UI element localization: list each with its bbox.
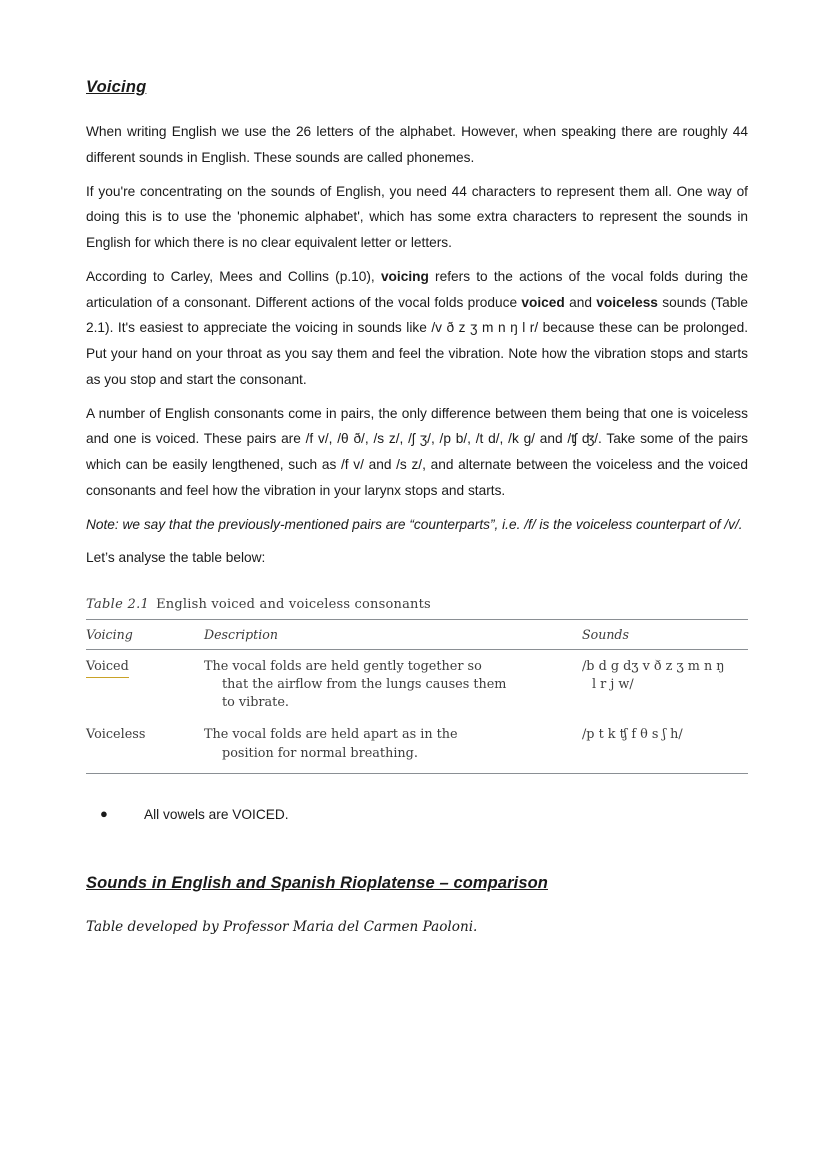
bullet-icon: ● [100,805,108,821]
p3-part-3: and [564,294,597,310]
list-item-label: All vowels are VOICED. [144,806,289,822]
section-title-comparison: Sounds in English and Spanish Rioplatense – comparison [86,873,548,892]
page-title: Voicing [86,78,147,96]
p3-part-2: refers to the actions of the vocal folds during the articulation of a consonant. Different actions of the vocal folds produce [86,268,748,310]
column-header-voicing: Voicing [86,620,204,650]
cell-sounds-voiced: /b d g dʒ v ð z ʒ m n ŋ l r j w/ [582,659,725,693]
list-item [86,804,748,826]
table-caption [86,597,748,619]
table-row [86,650,748,719]
p3-bold-voiceless: voiceless [596,294,658,310]
table-row [86,718,748,773]
cell-description-voiced: The vocal folds are held gently together so that the airflow from the lungs causes them to vibrate. [204,659,507,711]
consonants-table-block [86,597,748,774]
cell-voicing-voiced: Voiced [86,658,129,678]
paragraph-2: If you're concentrating on the sounds of English, you need 44 characters to represent them all. One way of doing this is to use the 'phonemic alphabet', which has some extra characters to represent the sounds in English for which there is no clear equivalent letter or letters. [86,183,748,250]
column-header-description: Description [204,620,582,650]
table-attribution: Table developed by Professor Maria del Carmen Paoloni. [86,918,478,935]
consonants-table [86,619,748,774]
cell-description-voiceless: The vocal folds are held apart as in the position for normal breathing. [204,718,582,773]
paragraph-lead-in: Let’s analyse the table below: [86,550,266,566]
table-header-row [86,620,748,650]
paragraph-1: When writing English we use the 26 letters of the alphabet. However, when speaking there are roughly 44 different sounds in English. These sounds are called phonemes. [86,124,748,165]
table-caption-number: Table 2.1 [86,597,150,612]
table-caption-text: English voiced and voiceless consonants [156,597,431,612]
paragraph-3 [86,264,748,393]
p3-part-4: sounds (Table 2.1). It's easiest to appreciate the voicing in sounds like /v ð z ʒ m n ŋ l r/ because these can be prolonged. Put your hand on your throat as you say them and feel the vibration. Note how the vibration stops and starts as you stop and start the consonant. [86,294,748,387]
paragraph-note: Note: we say that the previously-mentioned pairs are “counterparts”, i.e. /f/ is the voiceless counterpart of /v/. [86,516,743,532]
p3-part-1: According to Carley, Mees and Collins (p.10), [86,268,381,284]
column-header-sounds: Sounds [582,620,748,650]
p3-bold-voiced: voiced [521,294,565,310]
p3-bold-voicing: voicing [380,268,429,284]
cell-voicing-voiceless: Voiceless [86,718,204,773]
paragraph-4: A number of English consonants come in pairs, the only difference between them being that one is voiceless and one is voiced. These pairs are /f v/, /θ ð/, /s z/, /ʃ ʒ/, /p b/, /t d/, /k g/ and /ʧ ʤ/. Take some of the pairs which can be easily lengthened, such as /f v/ and /s z/, and alternate between the voiceless and the voiced consonants and feel how the vibration in your larynx stops and starts. [86,405,748,498]
cell-sounds-voiceless: /p t k ʧ f θ s ʃ h/ [582,718,748,773]
